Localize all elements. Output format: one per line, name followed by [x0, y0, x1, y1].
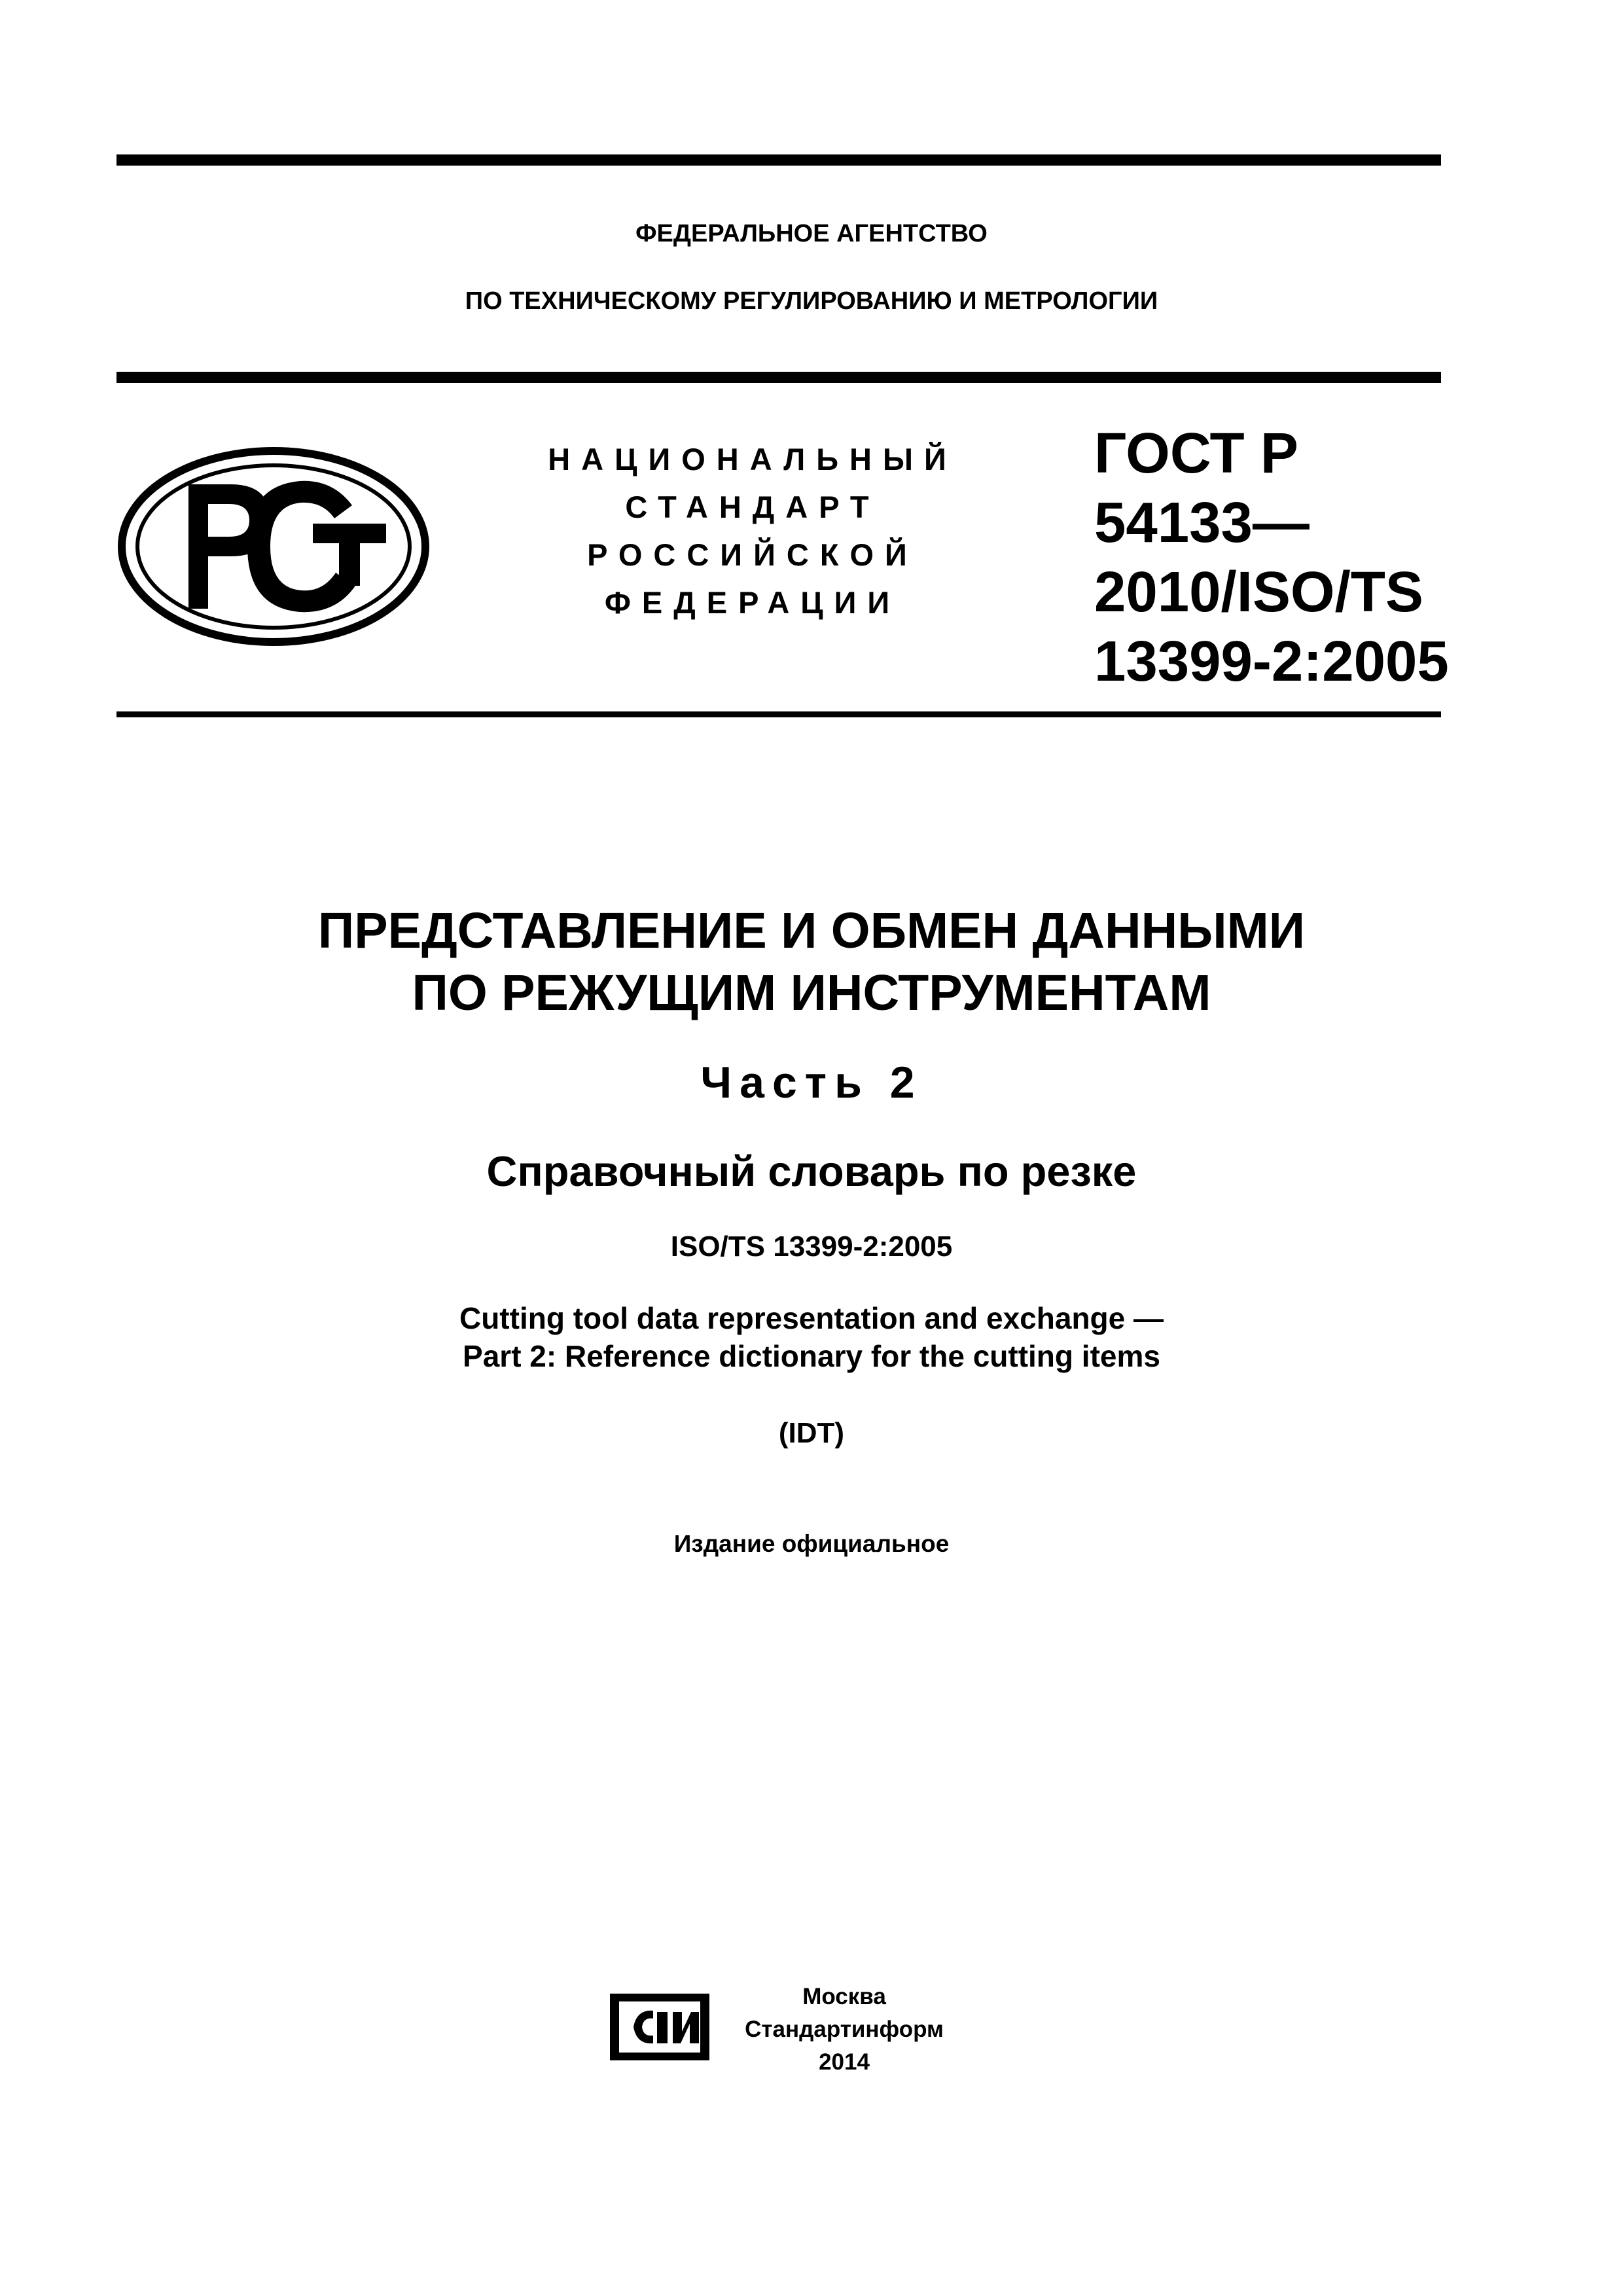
designation-line-2: 54133—: [1094, 491, 1310, 554]
document-subtitle: Справочный словарь по резке: [486, 1147, 1137, 1195]
edition-label: Издание официальное: [673, 1530, 950, 1557]
designation-line-1: ГОСТ Р: [1094, 422, 1298, 485]
title-line-2: ПО РЕЖУЩИМ ИНСТРУМЕНТАМ: [412, 965, 1211, 1021]
publisher-name: Стандартинформ: [745, 2017, 944, 2042]
standard-designation: [1094, 419, 1461, 696]
english-title-line-1: Cutting tool data representation and exchange —: [459, 1301, 1164, 1335]
national-standard-label: [537, 435, 969, 626]
equivalence-mark: (IDT): [778, 1417, 845, 1449]
designation-line-4: 13399-2:2005: [1094, 630, 1449, 693]
natstd-line-1: НАЦИОНАЛЬНЫЙ: [548, 442, 957, 476]
rst-logo-icon: [116, 445, 431, 648]
natstd-line-4: ФЕДЕРАЦИИ: [604, 585, 901, 620]
standartinform-logo-icon: [607, 1991, 712, 2063]
document-title: [0, 900, 1623, 1024]
natstd-line-2: СТАНДАРТ: [625, 490, 880, 524]
iso-reference: ISO/TS 13399-2:2005: [670, 1230, 953, 1263]
title-line-1: ПРЕДСТАВЛЕНИЕ И ОБМЕН ДАННЫМИ: [317, 903, 1306, 959]
top-rule: [116, 154, 1441, 166]
part-number: Часть 2: [700, 1058, 923, 1107]
designation-rule: [116, 711, 1441, 717]
agency-line-2: ПО ТЕХНИЧЕСКОМУ РЕГУЛИРОВАНИЮ И МЕТРОЛОГИИ: [465, 287, 1158, 315]
publisher-block: [713, 1981, 975, 2079]
publisher-year: 2014: [819, 2049, 870, 2075]
english-title: [0, 1299, 1623, 1375]
publisher-city: Москва: [802, 1984, 886, 2009]
agency-line-1: ФЕДЕРАЛЬНОЕ АГЕНТСТВО: [635, 220, 988, 247]
header-rule: [116, 372, 1441, 383]
english-title-line-2: Part 2: Reference dictionary for the cutting items: [463, 1339, 1160, 1373]
designation-line-3: 2010/ISO/TS: [1094, 560, 1423, 624]
natstd-line-3: РОССИЙСКОЙ: [587, 537, 918, 572]
